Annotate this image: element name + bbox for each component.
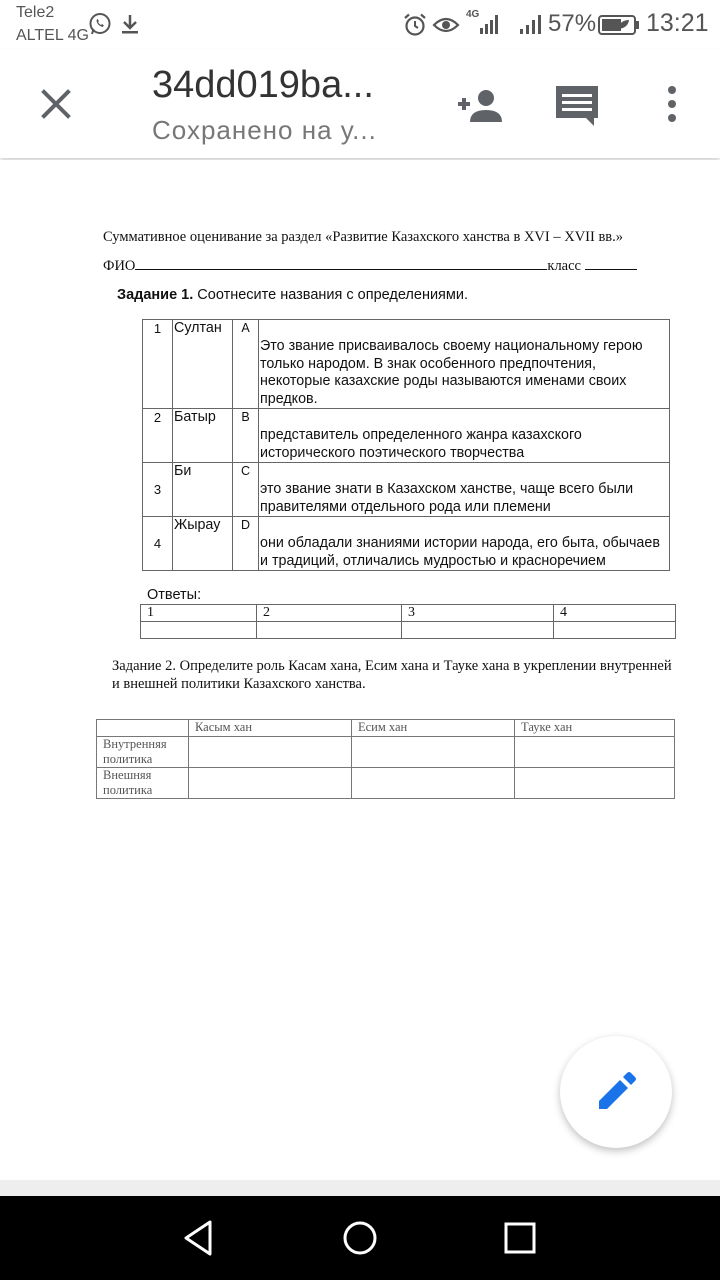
definition: это звание знати в Казахском ханстве, чаще всего были правителями отдельного рода или племени xyxy=(259,463,670,517)
answer-cell[interactable] xyxy=(554,622,676,639)
policy-table xyxy=(96,719,675,799)
table-row xyxy=(143,463,670,517)
task2-heading: Задание 2. Определите роль Касам хана, Есим хана и Тауке хана в укреплении внутренней и внешней политики Казахского ханства. xyxy=(112,658,672,692)
row-number: 2 xyxy=(143,409,173,463)
definition: представитель определенного жанра казахского исторического поэтического творчества xyxy=(259,409,670,463)
table-row xyxy=(141,622,676,639)
row-header: Внутренняя политика xyxy=(97,737,189,768)
class-label: класс xyxy=(547,258,581,274)
table-row xyxy=(143,517,670,571)
battery-icon xyxy=(598,14,640,36)
answer-header: 3 xyxy=(402,605,554,622)
close-icon[interactable] xyxy=(30,78,82,130)
task1-heading xyxy=(117,287,468,303)
whatsapp-icon xyxy=(88,12,112,36)
letter: D xyxy=(233,517,259,571)
carrier-network: ALTEL 4G xyxy=(16,27,89,44)
column-header: Есим хан xyxy=(352,720,515,737)
column-header: Тауке хан xyxy=(515,720,675,737)
term: Би xyxy=(173,463,233,517)
app-bar xyxy=(0,50,720,158)
term: Жырау xyxy=(173,517,233,571)
table-row xyxy=(143,409,670,463)
letter: B xyxy=(233,409,259,463)
letter: C xyxy=(233,463,259,517)
answer-header: 4 xyxy=(554,605,676,622)
document-page[interactable] xyxy=(0,160,720,1180)
assessment-title: Суммативное оценивание за раздел «Развитие Казахского ханства в XVI – XVII вв.» xyxy=(103,229,624,245)
policy-cell[interactable] xyxy=(352,737,515,768)
fio-line xyxy=(103,258,637,275)
answers-table xyxy=(140,604,676,639)
document-title: 34dd019ba... xyxy=(152,64,374,106)
answer-cell[interactable] xyxy=(402,622,554,639)
battery-percent: 57% xyxy=(548,10,597,37)
edit-pencil-icon xyxy=(594,1070,638,1114)
fio-blank xyxy=(135,258,547,270)
home-icon[interactable] xyxy=(338,1216,382,1260)
table-row xyxy=(97,720,675,737)
eye-icon xyxy=(432,14,460,36)
table-row xyxy=(143,320,670,409)
term: Батыр xyxy=(173,409,233,463)
definition: Это звание присваивалось своему национальному герою только народом. В знак особенного предпочтения, некоторые казахские роды называются именами своих предков. xyxy=(259,320,670,409)
answer-header: 2 xyxy=(257,605,402,622)
answer-cell[interactable] xyxy=(141,622,257,639)
answer-cell[interactable] xyxy=(257,622,402,639)
answer-header: 1 xyxy=(141,605,257,622)
status-bar xyxy=(0,0,720,50)
column-header: Касым хан xyxy=(189,720,352,737)
class-blank xyxy=(585,258,637,270)
more-vert-icon[interactable] xyxy=(646,80,698,132)
edit-fab-button[interactable] xyxy=(560,1036,672,1148)
task1-instruction: Соотнесите названия с определениями. xyxy=(193,287,469,303)
add-person-icon[interactable] xyxy=(454,80,506,132)
clock: 13:21 xyxy=(646,9,709,37)
recents-icon[interactable] xyxy=(498,1216,542,1260)
signal-strength-icon xyxy=(518,12,544,36)
answers-label: Ответы: xyxy=(147,587,202,603)
navigation-bar xyxy=(0,1196,720,1280)
policy-cell[interactable] xyxy=(515,737,675,768)
policy-cell[interactable] xyxy=(515,768,675,799)
signal-icon xyxy=(466,9,502,36)
table-row xyxy=(97,768,675,799)
table-row xyxy=(97,737,675,768)
page-bottom-strip xyxy=(0,1180,720,1196)
policy-cell[interactable] xyxy=(189,737,352,768)
definition: они обладали знаниями истории народа, его быта, обычаев и традиций, отличались мудростью и красноречием xyxy=(259,517,670,571)
policy-cell[interactable] xyxy=(189,768,352,799)
matching-table xyxy=(142,319,670,571)
row-number: 3 xyxy=(143,463,173,517)
network-badge: 4G xyxy=(466,9,480,20)
row-header: Внешняя политика xyxy=(97,768,189,799)
download-icon xyxy=(118,12,142,36)
save-status: Сохранено на у... xyxy=(152,115,377,145)
fio-label: ФИО xyxy=(103,258,136,274)
policy-cell[interactable] xyxy=(352,768,515,799)
carrier-name: Tele2 xyxy=(16,4,55,21)
back-icon[interactable] xyxy=(178,1216,222,1260)
task1-number: Задание 1. xyxy=(117,287,194,303)
row-number: 1 xyxy=(143,320,173,409)
alarm-icon xyxy=(402,12,428,38)
row-number: 4 xyxy=(143,517,173,571)
comment-icon[interactable] xyxy=(552,80,604,132)
term: Султан xyxy=(173,320,233,409)
table-row xyxy=(141,605,676,622)
letter: A xyxy=(233,320,259,409)
corner-cell xyxy=(97,720,189,737)
